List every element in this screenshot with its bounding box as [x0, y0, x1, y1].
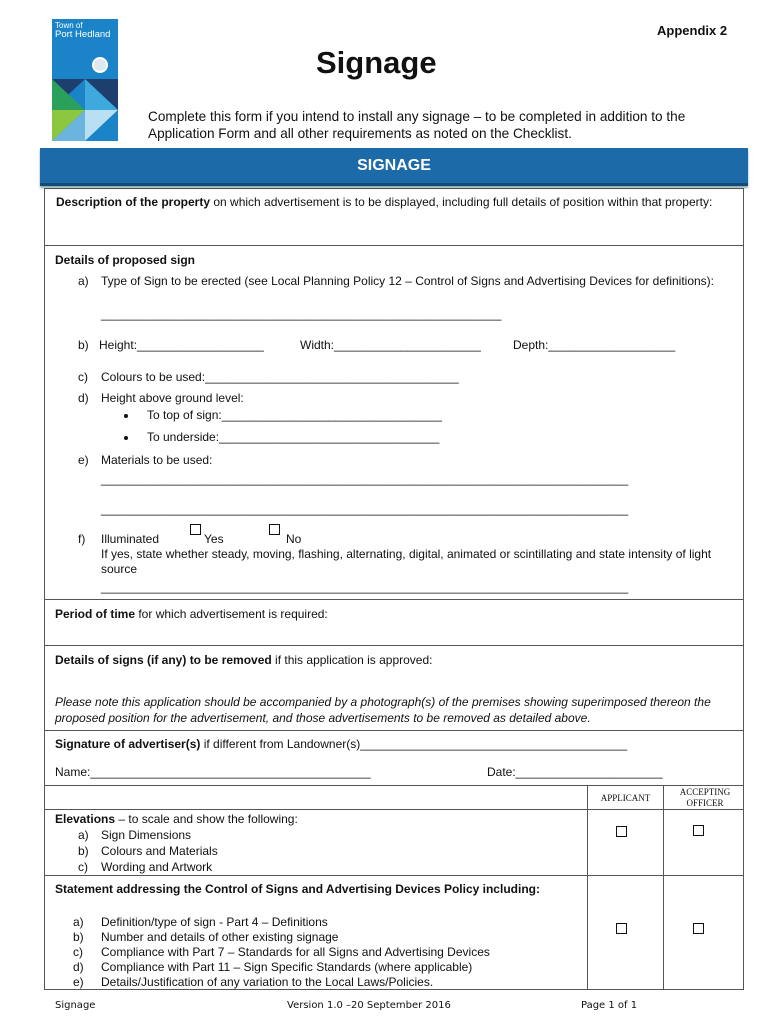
- list-item-letter: b): [73, 930, 84, 944]
- item-letter: f): [78, 532, 86, 546]
- height-field[interactable]: Height:___________________: [99, 338, 264, 352]
- intro-text: Complete this form if you intend to install any signage – to be completed in addition to the Application Form and all other requirements as noted on the Checklist.: [148, 109, 686, 141]
- materials-field-1[interactable]: _______________________________________________________________________________: [101, 472, 629, 486]
- statement-heading: Statement addressing the Control of Signs and Advertising Devices Policy including:: [55, 882, 540, 896]
- elevations-text: – to scale and show the following:: [115, 812, 298, 826]
- list-item: Compliance with Part 11 – Sign Specific Standards (where applicable): [101, 960, 473, 974]
- banner-title: SIGNAGE: [357, 157, 431, 174]
- list-item-letter: c): [78, 860, 88, 874]
- footer-version: Version 1.0 –20 September 2016: [287, 1000, 451, 1011]
- list-item-letter: d): [73, 960, 84, 974]
- statement-applicant-checkbox[interactable]: [616, 923, 627, 934]
- item-letter: c): [78, 370, 88, 384]
- signature-text: if different from Landowner(s)________________________________________: [200, 737, 628, 751]
- list-item-letter: a): [73, 915, 84, 929]
- list-item: Compliance with Part 7 – Standards for all Signs and Advertising Devices: [101, 945, 490, 959]
- section-banner: [40, 148, 748, 186]
- colours-field[interactable]: Colours to be used:______________________________________: [101, 370, 459, 384]
- logo-line-2: Port Hedland: [55, 29, 111, 40]
- list-item: Wording and Artwork: [101, 860, 213, 874]
- period-label: Period of time: [55, 607, 136, 621]
- width-field[interactable]: Width:______________________: [300, 338, 481, 352]
- logo-block: [52, 19, 118, 79]
- applicant-column-header: APPLICANT: [600, 793, 651, 803]
- property-description[interactable]: [56, 195, 736, 210]
- signage-form: [44, 188, 744, 990]
- statement-officer-checkbox[interactable]: [693, 923, 704, 934]
- list-item-letter: e): [73, 975, 84, 989]
- materials-label: Materials to be used:: [101, 453, 213, 467]
- footer-left: Signage: [55, 1000, 96, 1011]
- appendix-label: Appendix 2: [657, 23, 728, 38]
- divider: [45, 599, 743, 600]
- logo-text: [55, 21, 110, 39]
- divider: [45, 245, 743, 246]
- seal-icon: [92, 57, 108, 73]
- divider: [45, 875, 743, 876]
- top-of-sign-field[interactable]: To top of sign:_________________________________: [147, 408, 442, 422]
- signature-field[interactable]: [55, 737, 627, 752]
- divider: [45, 730, 743, 731]
- materials-field-2[interactable]: _______________________________________________________________________________: [101, 502, 629, 516]
- illumination-field[interactable]: _______________________________________________________________________________: [101, 580, 629, 594]
- list-item: Number and details of other existing signage: [101, 930, 339, 944]
- elevations-applicant-checkbox[interactable]: [616, 826, 627, 837]
- page-title: Signage: [316, 45, 437, 80]
- elevations-label: Elevations: [55, 812, 116, 826]
- sign-type-label: Type of Sign to be erected (see Local Planning Policy 12 – Control of Signs and Advertising Devices for definitions):: [101, 274, 715, 288]
- divider: [45, 809, 743, 810]
- town-logo: [52, 19, 118, 141]
- bullet-icon: [124, 436, 128, 440]
- illuminated-yes-checkbox[interactable]: [190, 524, 201, 535]
- divider: [45, 645, 743, 646]
- item-letter: a): [78, 274, 89, 288]
- illuminated-label: Illuminated: [101, 532, 160, 546]
- depth-field[interactable]: Depth:___________________: [513, 338, 676, 352]
- list-item: Details/Justification of any variation to the Local Laws/Policies.: [101, 975, 434, 989]
- list-item-letter: b): [78, 844, 89, 858]
- item-letter: d): [78, 391, 89, 405]
- item-letter: e): [78, 453, 89, 467]
- signature-label: Signature of advertiser(s): [55, 737, 201, 751]
- divider: [45, 785, 743, 786]
- removed-text: if this application is approved:: [271, 653, 433, 667]
- elevations-officer-checkbox[interactable]: [693, 825, 704, 836]
- list-item: Sign Dimensions: [101, 828, 192, 842]
- list-item: Definition/type of sign - Part 4 – Definitions: [101, 915, 328, 929]
- illumination-instructions: If yes, state whether steady, moving, flashing, alternating, digital, animated or scintillating and state intensity of light source: [101, 547, 712, 576]
- period-text: for which advertisement is required:: [135, 607, 328, 621]
- period-field[interactable]: [55, 607, 328, 622]
- height-ground-label: Height above ground level:: [101, 391, 244, 405]
- name-field[interactable]: Name:__________________________________________: [55, 765, 371, 779]
- removed-label: Details of signs (if any) to be removed: [55, 653, 272, 667]
- underside-field[interactable]: To underside:_________________________________: [147, 430, 440, 444]
- footer-page-number: Page 1 of 1: [581, 1000, 638, 1011]
- accepting-officer-column-header: ACCEPTING OFFICER: [679, 787, 731, 808]
- list-item: Colours and Materials: [101, 844, 218, 858]
- property-text: on which advertisement is to be displayed, including full details of position within that property:: [210, 195, 713, 209]
- sign-type-field[interactable]: ____________________________________________________________: [101, 307, 502, 321]
- elevations-heading: [55, 812, 298, 827]
- photograph-note: Please note this application should be accompanied by a photograph(s) of the premises showing superimposed thereon the proposed position for the advertisement, and those advertisements to be removed as detailed above.: [55, 695, 711, 725]
- bullet-icon: [124, 414, 128, 418]
- list-item-letter: c): [73, 945, 83, 959]
- column-divider: [663, 785, 664, 990]
- item-letter: b): [78, 338, 89, 352]
- no-label: No: [286, 532, 302, 546]
- illuminated-no-checkbox[interactable]: [269, 524, 280, 535]
- column-divider: [587, 785, 588, 990]
- logo-line-1: Town of: [55, 21, 83, 30]
- date-field[interactable]: Date:______________________: [487, 765, 663, 779]
- logo-triangles-icon: [52, 79, 118, 141]
- yes-label: Yes: [204, 532, 224, 546]
- details-heading: Details of proposed sign: [55, 253, 196, 267]
- property-label: Description of the property: [56, 195, 211, 209]
- list-item-letter: a): [78, 828, 89, 842]
- removed-signs-field[interactable]: [55, 653, 432, 668]
